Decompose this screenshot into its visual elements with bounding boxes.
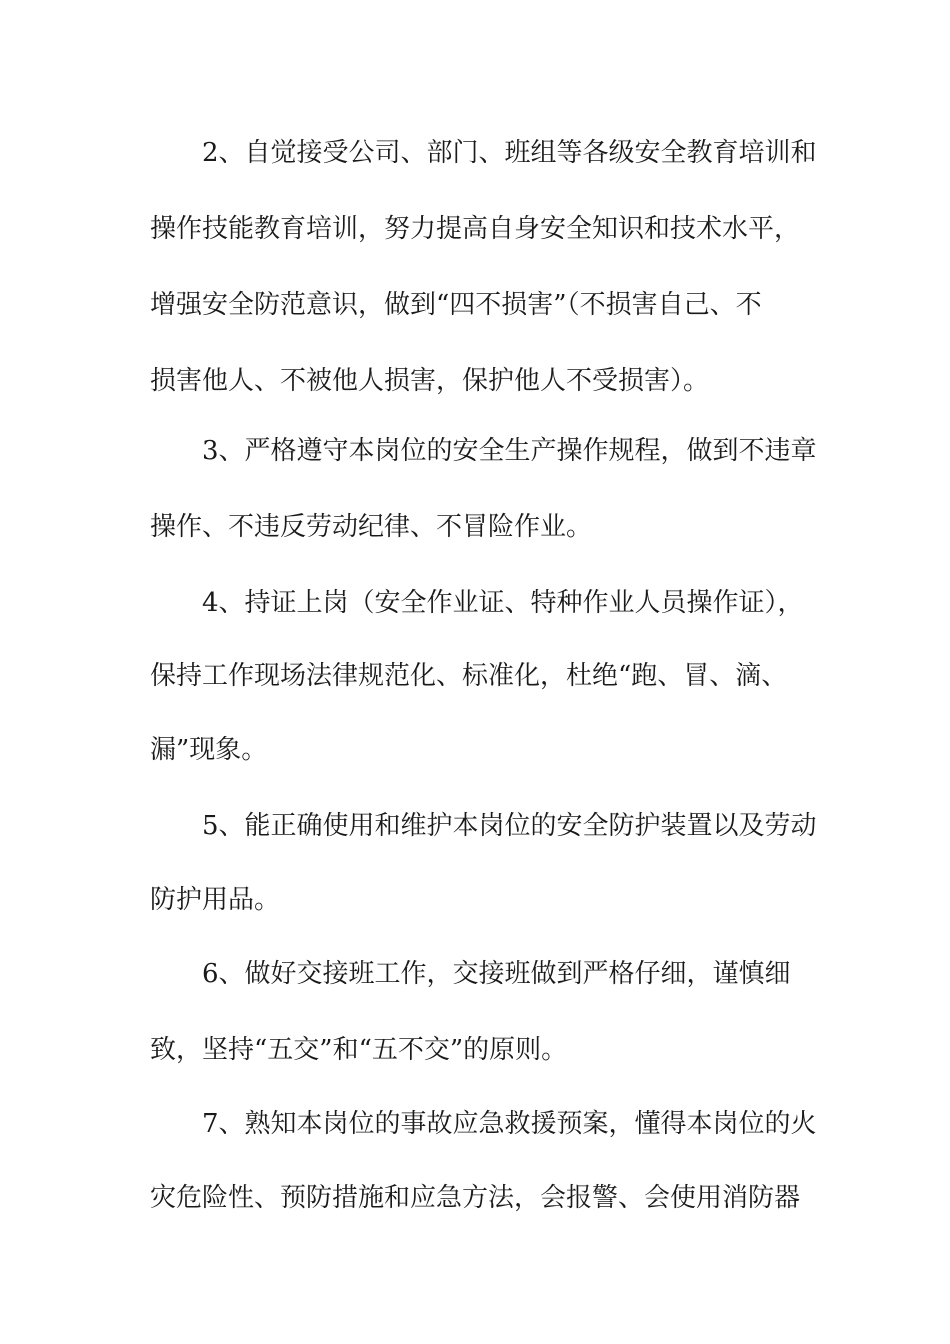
paragraph-4-line-3: 漏”现象。 <box>150 735 268 765</box>
paragraph-6-line-1: 6、做好交接班工作，交接班做到严格仔细，谨慎细 <box>202 959 791 989</box>
paragraph-7-line-2: 灾危险性、预防措施和应急方法，会报警、会使用消防器 <box>150 1183 801 1213</box>
paragraph-3-line-1: 3、严格遵守本岗位的安全生产操作规程，做到不违章 <box>202 436 817 466</box>
paragraph-5-line-2: 防护用品。 <box>150 885 281 915</box>
paragraph-5-line-1: 5、能正确使用和维护本岗位的安全防护装置以及劳动 <box>202 811 817 841</box>
paragraph-2-line-3: 增强安全防范意识，做到“四不损害”（不损害自己、不 <box>150 290 762 320</box>
paragraph-3-line-2: 操作、不违反劳动纪律、不冒险作业。 <box>150 512 593 542</box>
paragraph-2-line-1: 2、自觉接受公司、部门、班组等各级安全教育培训和 <box>202 138 817 168</box>
paragraph-6-line-2: 致，坚持“五交”和“五不交”的原则。 <box>150 1035 568 1065</box>
paragraph-2-line-2: 操作技能教育培训，努力提高自身安全知识和技术水平， <box>150 214 801 244</box>
paragraph-4-line-2: 保持工作现场法律规范化、标准化，杜绝“跑、冒、滴、 <box>150 661 788 691</box>
paragraph-2-line-4: 损害他人、不被他人损害，保护他人不受损害）。 <box>150 366 710 396</box>
paragraph-4-line-1: 4、持证上岗（安全作业证、特种作业人员操作证）， <box>202 588 804 618</box>
paragraph-7-line-1: 7、熟知本岗位的事故应急救援预案，懂得本岗位的火 <box>202 1109 817 1139</box>
